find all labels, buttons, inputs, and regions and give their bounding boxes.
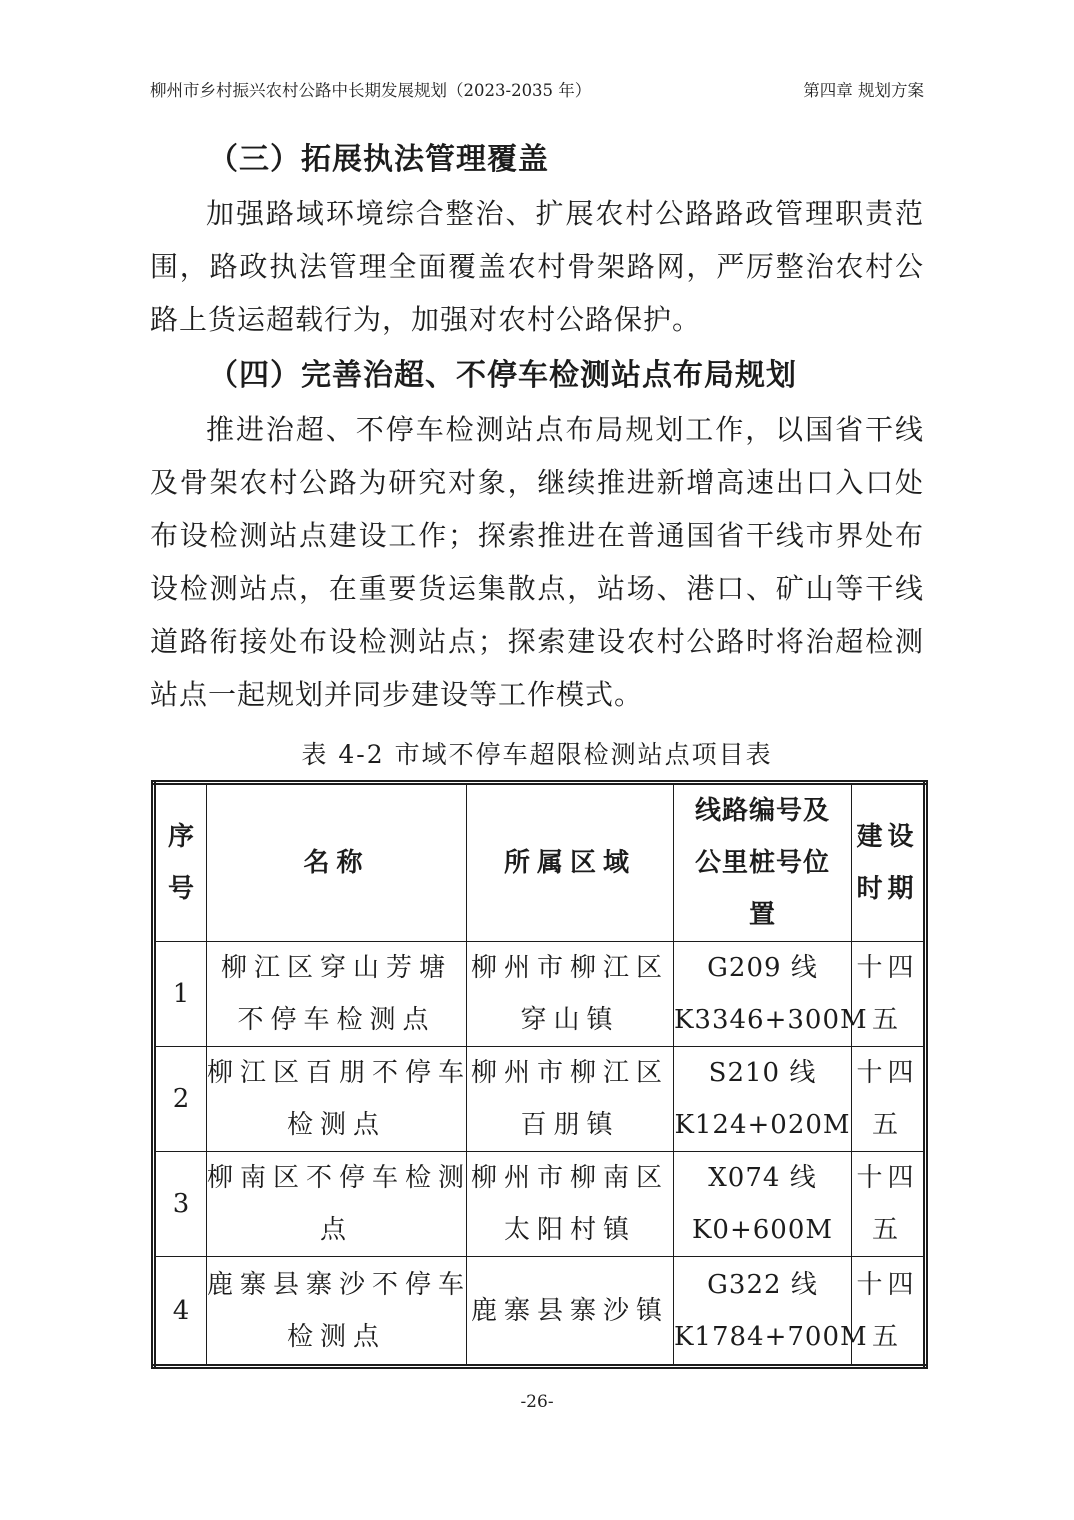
page-header	[150, 80, 924, 102]
table-header-row	[154, 783, 926, 942]
cell-line: G322 线 K1784+700M	[674, 1257, 852, 1367]
cell-line: X074 线 K0+600M	[674, 1152, 852, 1257]
table-row	[154, 1047, 926, 1152]
detection-stations-table	[151, 780, 928, 1369]
cell-line: S210 线 K124+020M	[674, 1047, 852, 1152]
cell-name: 鹿寨县寨沙不停车 检测点	[207, 1257, 467, 1367]
cell-name: 柳江区百朋不停车 检测点	[207, 1047, 467, 1152]
cell-period: 十四 五	[852, 1152, 926, 1257]
cell-seq: 1	[154, 942, 207, 1047]
header-cell-seq: 序 号	[154, 783, 207, 942]
page-number: -26-	[520, 1392, 554, 1412]
cell-line: G209 线 K3346+300M	[674, 942, 852, 1047]
section-paragraph-4: 推进治超、不停车检测站点布局规划工作，以国省干线及骨架农村公路为研究对象，继续推进新增高速出口入口处布设检测站点建设工作；探索推进在普通国省干线市界处布设检测站点，在重要货运集散点，站场、港口、矿山等干线道路衔接处布设检测站点；探索建设农村公路时将治超检测站点一起规划并同步建设等工作模式。	[150, 413, 924, 711]
table-row	[154, 1152, 926, 1257]
cell-seq: 3	[154, 1152, 207, 1257]
header-cell-line: 线路编号及 公里桩号位 置	[674, 783, 852, 942]
section-heading-3: （三）拓展执法管理覆盖	[208, 142, 549, 177]
cell-region: 鹿寨县寨沙镇	[467, 1257, 674, 1367]
cell-region: 柳州市柳江区 百朋镇	[467, 1047, 674, 1152]
header-cell-region: 所属区域	[467, 783, 674, 942]
cell-name: 柳南区不停车检测 点	[207, 1152, 467, 1257]
header-cell-period: 建设 时期	[852, 783, 926, 942]
cell-period: 十四 五	[852, 1257, 926, 1367]
section-heading-4: （四）完善治超、不停车检测站点布局规划	[208, 358, 797, 393]
cell-name: 柳江区穿山芳塘 不停车检测点	[207, 942, 467, 1047]
cell-period: 十四 五	[852, 942, 926, 1047]
cell-region: 柳州市柳江区 穿山镇	[467, 942, 674, 1047]
document-title: 柳州市乡村振兴农村公路中长期发展规划（2023-2035 年）	[150, 81, 592, 100]
section-paragraph-3: 加强路域环境综合整治、扩展农村公路路政管理职责范围，路政执法管理全面覆盖农村骨架路网，严厉整治农村公路上货运超载行为，加强对农村公路保护。	[150, 197, 924, 336]
table-row	[154, 1257, 926, 1367]
header-cell-name: 名称	[207, 783, 467, 942]
cell-region: 柳州市柳南区 太阳村镇	[467, 1152, 674, 1257]
cell-seq: 2	[154, 1047, 207, 1152]
chapter-label: 第四章 规划方案	[803, 81, 924, 100]
cell-seq: 4	[154, 1257, 207, 1367]
table-caption: 表 4-2 市域不停车超限检测站点项目表	[301, 740, 773, 769]
table-row	[154, 942, 926, 1047]
cell-period: 十四 五	[852, 1047, 926, 1152]
